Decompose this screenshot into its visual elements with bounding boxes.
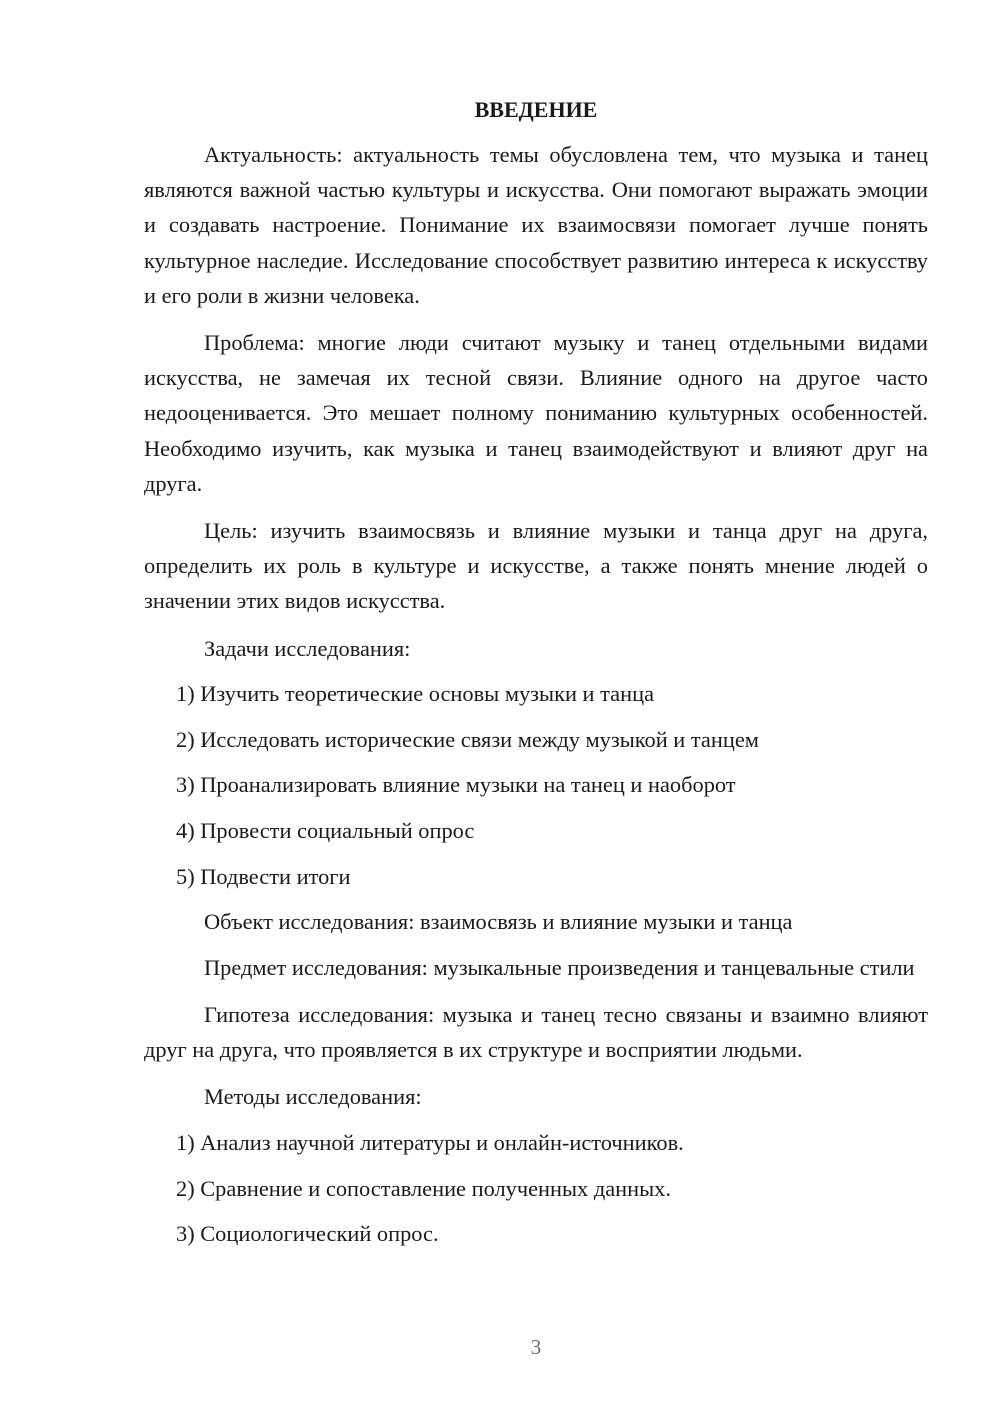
- section-title: ВВЕДЕНИЕ: [474, 97, 598, 122]
- task-item-4: 4) Провести социальный опрос: [176, 818, 475, 844]
- method-item-2: 2) Сравнение и сопоставление полученных данных.: [176, 1175, 671, 1201]
- task-item-2: 2) Исследовать исторические связи между музыкой и танцем: [176, 726, 759, 752]
- tasks-heading: Задачи исследования:: [204, 635, 411, 661]
- method-item-1: 1) Анализ научной литературы и онлайн-источников.: [176, 1130, 684, 1155]
- task-item-3: 3) Проанализировать влияние музыки на танец и наоборот: [176, 772, 736, 798]
- task-item-1: 1) Изучить теоретические основы музыки и танца: [176, 681, 655, 707]
- document-page: [144, 95, 928, 1262]
- research-object: Объект исследования: взаимосвязь и влияние музыки и танца: [204, 909, 793, 935]
- method-item-3: 3) Социологический опрос.: [176, 1221, 439, 1247]
- page-number: 3: [530, 1335, 542, 1359]
- goal-paragraph: Цель: изучить взаимосвязь и влияние музыки и танца друг на друга, определить их роль в культуре и искусстве, а также понять мнение людей о значении этих видов искусства.: [144, 518, 928, 614]
- problem-paragraph: Проблема: многие люди считают музыку и танец отдельными видами искусства, не замечая их тесной связи. Влияние одного на другое часто недооценивается. Это мешает полному пониманию культурных особенностей. Необходимо изучить, как музыка и танец взаимодействуют и влияют друг на друга.: [144, 330, 928, 496]
- hypothesis-paragraph: Гипотеза исследования: музыка и танец тесно связаны и взаимно влияют друг на друга, что проявляется в их структуре и восприятии людьми.: [144, 1002, 928, 1063]
- research-subject: Предмет исследования: музыкальные произведения и танцевальные стили: [204, 954, 915, 980]
- relevance-paragraph: Актуальность: актуальность темы обусловлена тем, что музыка и танец являются важной частью культуры и искусства. Они помогают выражать эмоции и создавать настроение. Понимание их взаимосвязи помогает лучше понять культурное наследие. Исследование способствует развитию интереса к искусству и его роли в жизни человека.: [144, 142, 928, 308]
- task-item-5: 5) Подвести итоги: [176, 863, 351, 889]
- methods-heading: Методы исследования:: [204, 1084, 422, 1110]
